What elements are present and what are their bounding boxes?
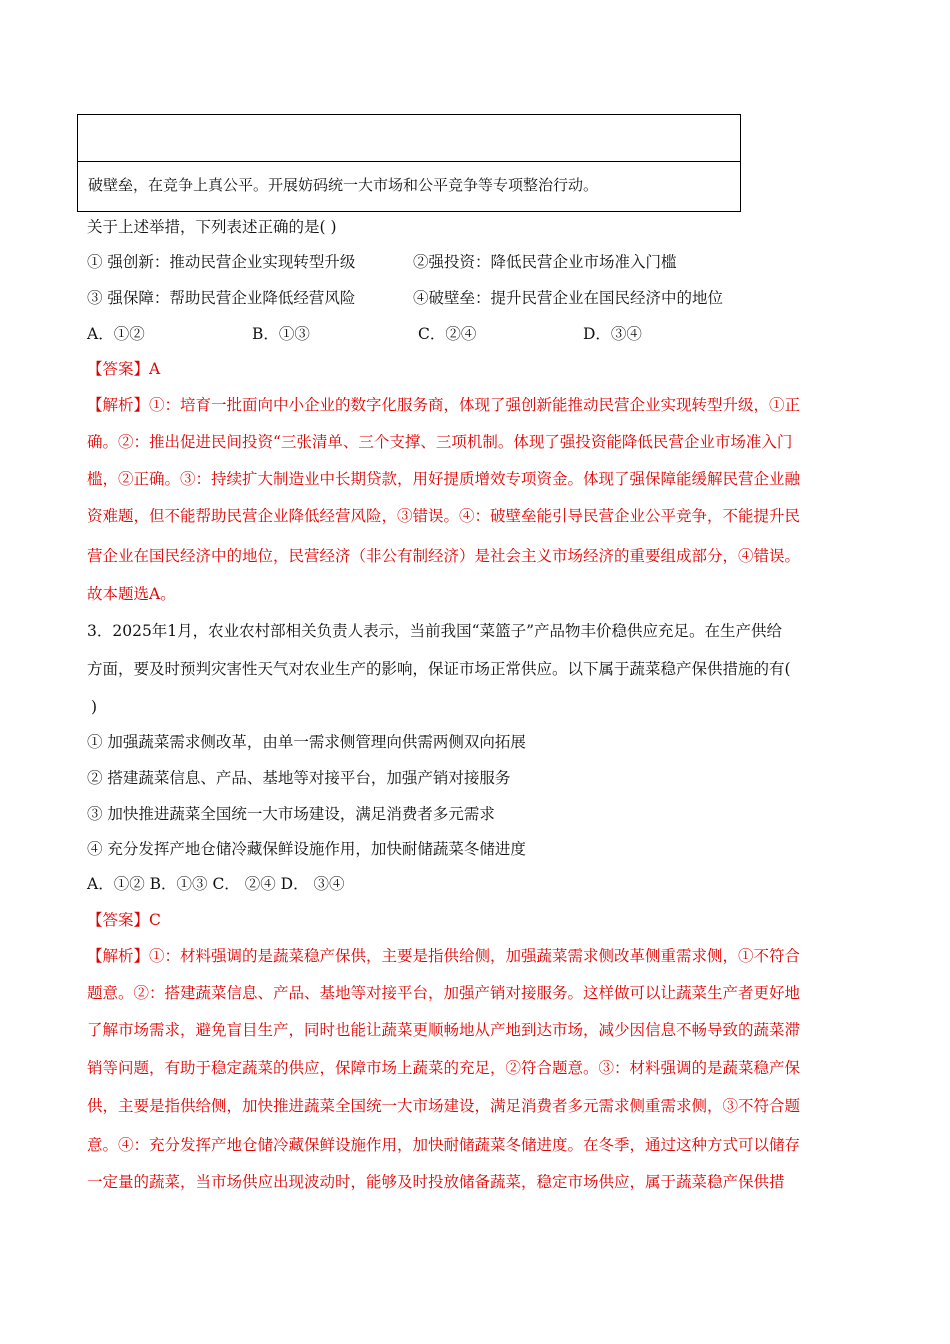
analysis-line: 一定量的蔬菜，当市场供应出现波动时，能够及时投放储备蔬菜，稳定市场供应，属于蔬菜稳产保供措 [87, 1173, 785, 1191]
question-stem: 关于上述举措，下列表述正确的是( ) [87, 218, 337, 236]
question-3-stem: 3．2025年1月，农业农村部相关负责人表示，当前我国“菜篮子”产品物丰价稳供应充足。在生产供给 [87, 622, 783, 640]
choice-c: C．②④ [418, 325, 477, 343]
q3-choices: A．①② B．①③ C． ②④ D． ③④ [87, 875, 345, 893]
analysis-line: 营企业在国民经济中的地位，民营经济（非公有制经济）是社会主义市场经济的重要组成部分，④错误。 [87, 547, 801, 565]
table-row-empty [78, 115, 740, 162]
option-4: ④破壁垒：提升民营企业在国民经济中的地位 [413, 289, 724, 307]
answer-label: 【答案】A [87, 360, 161, 378]
question-3-stem: 方面，要及时预判灾害性天气对农业生产的影响，保证市场正常供应。以下属于蔬菜稳产保供措施的有( [87, 660, 791, 678]
analysis-line: 供，主要是指供给侧，加快推进蔬菜全国统一大市场建设，满足消费者多元需求侧重需求侧，③不符合题 [87, 1097, 801, 1115]
answer-label: 【答案】C [87, 911, 161, 929]
analysis-line: 故本题选A。 [87, 585, 176, 603]
question-3-stem: ) [91, 698, 98, 716]
q3-option: ③ 加快推进蔬菜全国统一大市场建设，满足消费者多元需求 [87, 805, 495, 823]
analysis-line: 意。④：充分发挥产地仓储冷藏保鲜设施作用，加快耐储蔬菜冬储进度。在冬季，通过这种方式可以储存 [87, 1136, 801, 1154]
analysis-line: 题意。②：搭建蔬菜信息、产品、基地等对接平台，加强产销对接服务。这样做可以让蔬菜生产者更好地 [87, 984, 801, 1002]
analysis-line: 【解析】①：材料强调的是蔬菜稳产保供，主要是指供给侧，加强蔬菜需求侧改革侧重需求侧，①不符合 [87, 947, 801, 965]
choice-b: B．①③ [252, 325, 310, 343]
q3-option: ① 加强蔬菜需求侧改革，由单一需求侧管理向供需两侧双向拓展 [87, 733, 526, 751]
analysis-line: 【解析】①：培育一批面向中小企业的数字化服务商，体现了强创新能推动民营企业实现转型升级，①正 [87, 396, 801, 414]
analysis-line: 资难题，但不能帮助民营企业降低经营风险，③错误。④：破壁垒能引导民营企业公平竞争，不能提升民 [87, 507, 801, 525]
option-2: ②强投资：降低民营企业市场准入门槛 [413, 253, 677, 271]
analysis-line: 了解市场需求，避免盲目生产，同时也能让蔬菜更顺畅地从产地到达市场，减少因信息不畅导致的蔬菜滞 [87, 1021, 801, 1039]
option-1: ① 强创新：推动民营企业实现转型升级 [87, 253, 356, 271]
choice-a: A．①② [87, 325, 145, 343]
material-table [77, 114, 741, 212]
q3-option: ② 搭建蔬菜信息、产品、基地等对接平台，加强产销对接服务 [87, 769, 511, 787]
choice-d: D．③④ [583, 325, 642, 343]
analysis-line: 确。②：推出促进民间投资“三张清单、三个支撑、三项机制。体现了强投资能降低民营企业市场准入门 [87, 433, 793, 451]
option-3: ③ 强保障：帮助民营企业降低经营风险 [87, 289, 356, 307]
analysis-line: 销等问题，有助于稳定蔬菜的供应，保障市场上蔬菜的充足，②符合题意。③：材料强调的是蔬菜稳产保 [87, 1059, 801, 1077]
table-row-text: 破壁垒，在竞争上真公平。开展妨码统一大市场和公平竞争等专项整治行动。 [88, 176, 599, 194]
q3-option: ④ 充分发挥产地仓储冷藏保鲜设施作用，加快耐储蔬菜冬储进度 [87, 840, 526, 858]
analysis-line: 槛，②正确。③：持续扩大制造业中长期贷款，用好提质增效专项资金。体现了强保障能缓解民营企业融 [87, 470, 801, 488]
